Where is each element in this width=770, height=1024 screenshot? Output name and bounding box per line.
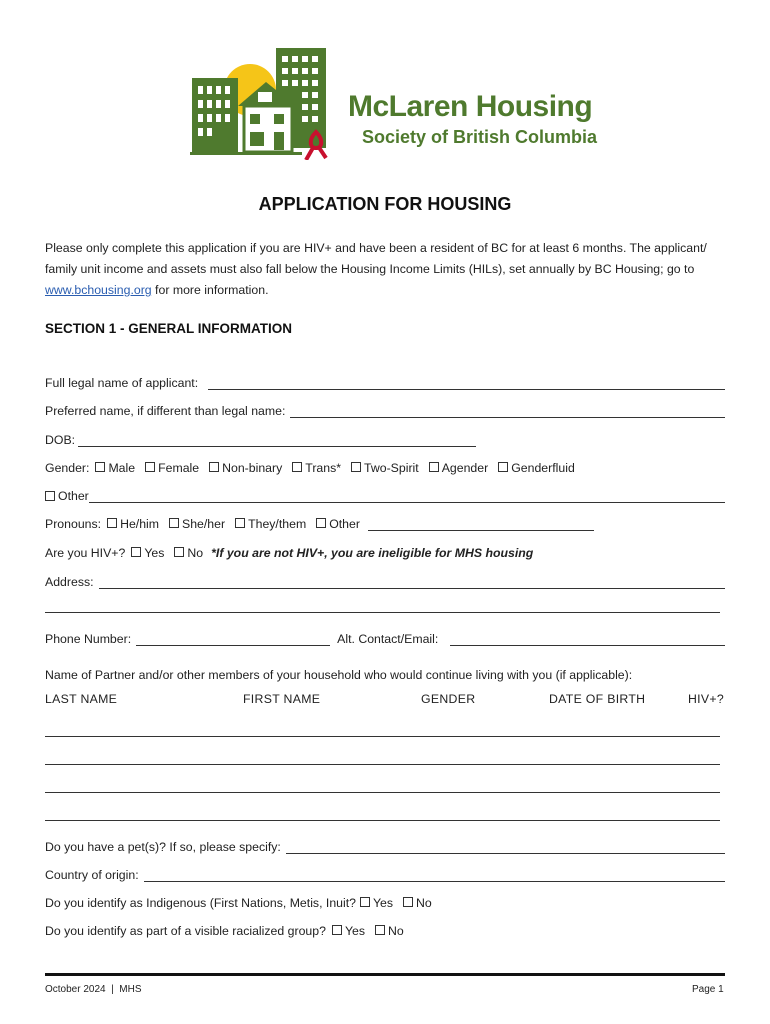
- pronoun-other-checkbox[interactable]: [316, 518, 326, 528]
- intro-paragraph: [45, 238, 735, 301]
- pronoun-she-checkbox[interactable]: [169, 518, 179, 528]
- address-field-line2[interactable]: [45, 612, 720, 613]
- gender-other-checkbox[interactable]: [45, 491, 55, 501]
- pronoun-they-checkbox[interactable]: [235, 518, 245, 528]
- hiv-warning: *If you are not HIV+, you are ineligible for MHS housing: [211, 546, 534, 560]
- household-line[interactable]: [45, 792, 720, 793]
- phone-row: [45, 626, 725, 646]
- household-line[interactable]: [45, 736, 720, 737]
- household-line[interactable]: [45, 764, 720, 765]
- country-field[interactable]: [144, 868, 725, 882]
- col-gender: GENDER: [421, 692, 476, 706]
- gender-row: [45, 455, 725, 475]
- gender-two-spirit-checkbox[interactable]: [351, 462, 361, 472]
- racialized-yes-label: Yes: [344, 924, 365, 938]
- org-name-line1: McLaren Housing: [348, 90, 593, 123]
- pronoun-other-field[interactable]: [368, 517, 594, 531]
- gender-option-label: Two-Spirit: [364, 461, 419, 475]
- page-title: APPLICATION FOR HOUSING: [258, 194, 512, 214]
- pets-label: Do you have a pet(s)? If so, please specify:: [45, 840, 281, 854]
- phone-field[interactable]: [136, 632, 330, 646]
- dob-row: [45, 427, 725, 447]
- pronoun-option-label: They/them: [248, 517, 307, 531]
- gender-option-label: Female: [158, 461, 200, 475]
- pronoun-option-label: He/him: [120, 517, 160, 531]
- household-line[interactable]: [45, 820, 720, 821]
- gender-nonbinary-checkbox[interactable]: [209, 462, 219, 472]
- gender-trans-checkbox[interactable]: [292, 462, 302, 472]
- full-name-row: [45, 370, 725, 390]
- gender-other-row: [45, 483, 725, 503]
- gender-option-label: Agender: [441, 461, 489, 475]
- intro-text-1: Please only complete this application if you are HIV+ and have been a resident of BC for at least 6 months. The applicant/ family unit income and assets must also fall below the Housing Income Limits (HILs), set annually by BC Housing; go to: [45, 241, 707, 276]
- racialized-yes-checkbox[interactable]: [332, 925, 342, 935]
- racialized-no-checkbox[interactable]: [375, 925, 385, 935]
- country-row: [45, 862, 725, 882]
- org-name-line2: Society of British Columbia: [362, 127, 598, 147]
- address-row: [45, 569, 725, 589]
- col-dob: DATE OF BIRTH: [549, 692, 646, 706]
- gender-male-checkbox[interactable]: [95, 462, 105, 472]
- indigenous-yes-label: Yes: [372, 896, 394, 910]
- household-row: [45, 662, 725, 682]
- bchousing-link[interactable]: www.bchousing.org: [45, 283, 152, 297]
- gender-agender-checkbox[interactable]: [429, 462, 439, 472]
- racialized-label: Do you identify as part of a visible racialized group?: [45, 924, 326, 938]
- phone-label: Phone Number:: [45, 632, 132, 646]
- gender-female-checkbox[interactable]: [145, 462, 155, 472]
- indigenous-label: Do you identify as Indigenous (First Nations, Metis, Inuit?: [45, 896, 356, 910]
- full-name-label: Full legal name of applicant:: [45, 376, 199, 390]
- racialized-no-label: No: [388, 924, 404, 938]
- pronouns-label: Pronouns:: [45, 517, 102, 531]
- gender-genderfluid-checkbox[interactable]: [498, 462, 508, 472]
- gender-other-label: Other: [58, 489, 89, 503]
- hiv-row: [45, 540, 725, 560]
- pronoun-he-checkbox[interactable]: [107, 518, 117, 528]
- footer-rule: [45, 973, 725, 976]
- hiv-yes-checkbox[interactable]: [131, 547, 141, 557]
- full-name-field[interactable]: [208, 376, 725, 390]
- pronoun-option-label: Other: [329, 517, 360, 531]
- pronoun-option-label: She/her: [182, 517, 226, 531]
- pets-field[interactable]: [286, 840, 725, 854]
- footer-page-number: Page 1: [692, 984, 724, 995]
- gender-label: Gender:: [45, 461, 90, 475]
- gender-option-label: Trans*: [305, 461, 342, 475]
- col-last-name: LAST NAME: [45, 692, 118, 706]
- address-field[interactable]: [99, 575, 725, 589]
- col-hiv: HIV+?: [688, 692, 725, 706]
- indigenous-no-label: No: [416, 896, 432, 910]
- dob-field[interactable]: [78, 433, 476, 447]
- address-label: Address:: [45, 575, 94, 589]
- preferred-name-row: [45, 398, 725, 418]
- footer-left: October 2024 | MHS: [45, 984, 142, 995]
- pronouns-row: [45, 511, 725, 531]
- preferred-name-field[interactable]: [290, 404, 725, 418]
- indigenous-yes-checkbox[interactable]: [360, 897, 370, 907]
- indigenous-row: [45, 890, 725, 910]
- gender-option-label: Genderfluid: [511, 461, 575, 475]
- intro-text-2: for more information.: [151, 283, 269, 297]
- preferred-name-label: Preferred name, if different than legal name:: [45, 404, 286, 418]
- gender-option-label: Male: [108, 461, 136, 475]
- gender-other-field[interactable]: [89, 489, 725, 503]
- household-columns: [45, 692, 725, 708]
- alt-contact-label: Alt. Contact/Email:: [337, 632, 439, 646]
- pets-row: [45, 834, 725, 854]
- hiv-label: Are you HIV+?: [45, 546, 126, 560]
- hiv-no-checkbox[interactable]: [174, 547, 184, 557]
- country-label: Country of origin:: [45, 868, 139, 882]
- hiv-no-label: No: [187, 546, 204, 560]
- household-label: Name of Partner and/or other members of your household who would continue living with you (if applicable):: [45, 668, 633, 682]
- racialized-row: [45, 918, 725, 938]
- gender-option-label: Non-binary: [222, 461, 283, 475]
- col-first-name: FIRST NAME: [243, 692, 321, 706]
- alt-contact-field[interactable]: [450, 632, 725, 646]
- buildings-logo-icon: [188, 44, 358, 160]
- section1-heading: SECTION 1 - GENERAL INFORMATION: [45, 321, 293, 336]
- indigenous-no-checkbox[interactable]: [403, 897, 413, 907]
- hiv-yes-label: Yes: [144, 546, 165, 560]
- dob-label: DOB:: [45, 433, 76, 447]
